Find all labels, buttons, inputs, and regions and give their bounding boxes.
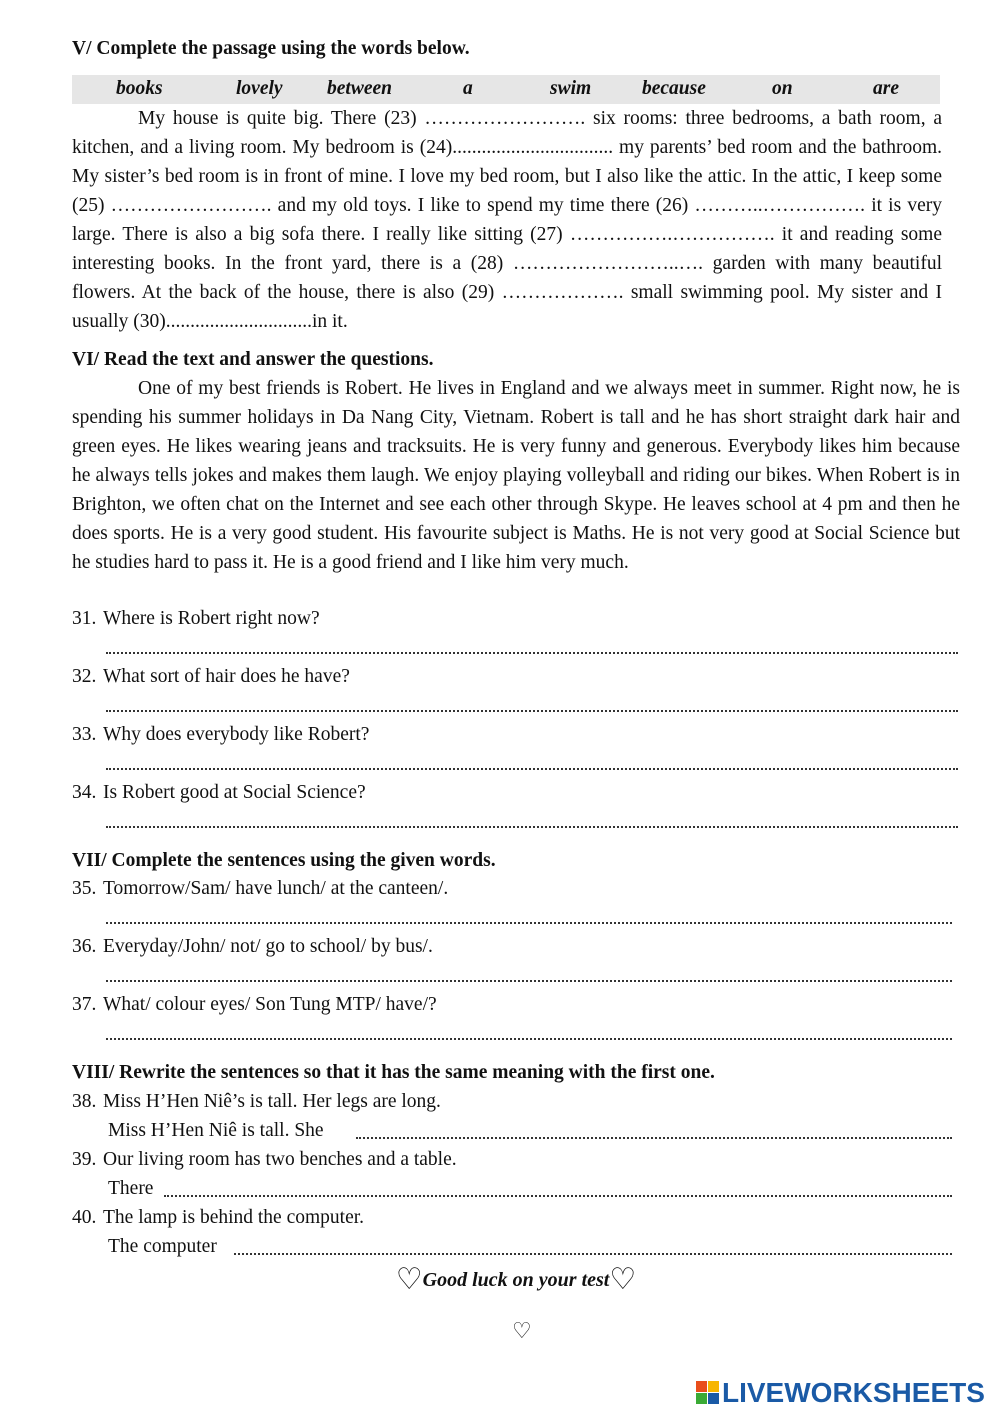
rewrite-start: The computer xyxy=(108,1236,217,1257)
good-luck-text: Good luck on your test xyxy=(422,1269,610,1291)
section-8-heading: VIII/ Rewrite the sentences so that it has the same meaning with the first one. xyxy=(72,1062,715,1083)
logo-text: LIVEWORKSHEETS xyxy=(722,1377,985,1408)
question-number: 31. xyxy=(72,608,97,629)
heart-icon: ♡ xyxy=(609,1263,637,1296)
section-7-heading: VII/ Complete the sentences using the given words. xyxy=(72,850,496,871)
heart-icon: ♡ xyxy=(395,1263,423,1296)
question-number: 38. xyxy=(72,1091,97,1112)
question-number: 37. xyxy=(72,994,97,1015)
section-5-heading: V/ Complete the passage using the words below. xyxy=(72,38,470,59)
question-text: Everyday/John/ not/ go to school/ by bus/. xyxy=(103,936,433,957)
answer-line[interactable] xyxy=(106,766,958,770)
answer-line[interactable] xyxy=(356,1135,952,1139)
question-text: What sort of hair does he have? xyxy=(103,666,350,687)
answer-line[interactable] xyxy=(234,1251,952,1255)
question-text: Why does everybody like Robert? xyxy=(103,724,370,745)
question-text: Our living room has two benches and a table. xyxy=(103,1149,457,1170)
section-6-passage: One of my best friends is Robert. He lives in England and we always meet in summer. Right now, he is spending his summer holidays in Da Nang City, Vietnam. Robert is tall and he has short straight dark hair and green eyes. He likes wearing jeans and tracksuits. He is very funny and generous. Everybody likes him because he always tells jokes and makes them laugh. We enjoy playing volleyball and riding our bikes. When Robert is in Brighton, we often chat on the Internet and see each other through Skype. He leaves school at 4 pm and then he does sports. He is a very good student. His favourite subject is Maths. He is not very good at Social Science but he studies hard to pass it. He is a good friend and I like him very much. xyxy=(72,378,960,573)
word-bank-item: books xyxy=(116,78,163,99)
answer-line[interactable] xyxy=(106,978,952,982)
question-text: Where is Robert right now? xyxy=(103,608,320,629)
answer-line[interactable] xyxy=(106,650,958,654)
question-text: The lamp is behind the computer. xyxy=(103,1207,365,1228)
answer-line[interactable] xyxy=(106,1036,952,1040)
word-bank-item: because xyxy=(642,78,706,99)
section-6-heading: VI/ Read the text and answer the questions. xyxy=(72,349,434,370)
word-bank-item: swim xyxy=(550,78,592,99)
question-number: 33. xyxy=(72,724,97,745)
word-bank-item: lovely xyxy=(236,78,283,99)
rewrite-start: There xyxy=(108,1178,154,1199)
word-bank-item: are xyxy=(873,78,899,99)
heart-icon: ♡ xyxy=(512,1318,532,1343)
section-5-passage: My house is quite big. There (23) ……………………. six rooms: three bedrooms, a bath room, a kitchen, and a living room. My bedroom is (24)................................. my parents’ bed room and the bathroom. My sister’s bed room is in front of mine. I love my bed room, but I also like the attic. In the attic, I keep some (25) ……………………. and my old toys. I like to spend my time there (26) ………..……………. it is very large. There is also a big sofa there. I really like sitting (27) …………….……………. it and reading some interesting books. In the front yard, there is a (28) ……………………..…. garden with many beautiful flowers. At the back of the house, there is also (29) ………………. small swimming pool. My sister and I usually (30)..............................in it. xyxy=(72,108,942,332)
question-text: Is Robert good at Social Science? xyxy=(103,782,366,803)
word-bank-item: on xyxy=(772,78,793,99)
answer-line[interactable] xyxy=(106,920,952,924)
answer-line[interactable] xyxy=(164,1193,952,1197)
question-text: Miss H’Hen Niê’s is tall. Her legs are long. xyxy=(103,1091,441,1112)
question-number: 34. xyxy=(72,782,97,803)
rewrite-start: Miss H’Hen Niê is tall. She xyxy=(108,1120,324,1141)
answer-line[interactable] xyxy=(106,824,958,828)
question-text: What/ colour eyes/ Son Tung MTP/ have/? xyxy=(103,994,437,1015)
good-luck-message xyxy=(72,1262,960,1297)
question-number: 39. xyxy=(72,1149,97,1170)
word-bank xyxy=(72,75,940,104)
question-number: 40. xyxy=(72,1207,97,1228)
question-number: 32. xyxy=(72,666,97,687)
question-number: 35. xyxy=(72,878,97,899)
answer-line[interactable] xyxy=(106,708,958,712)
word-bank-item: between xyxy=(327,78,392,99)
logo-mark-icon xyxy=(696,1381,720,1405)
liveworksheets-logo[interactable] xyxy=(696,1376,985,1410)
question-text: Tomorrow/Sam/ have lunch/ at the canteen/. xyxy=(103,878,449,899)
question-number: 36. xyxy=(72,936,97,957)
word-bank-item: a xyxy=(463,78,473,99)
